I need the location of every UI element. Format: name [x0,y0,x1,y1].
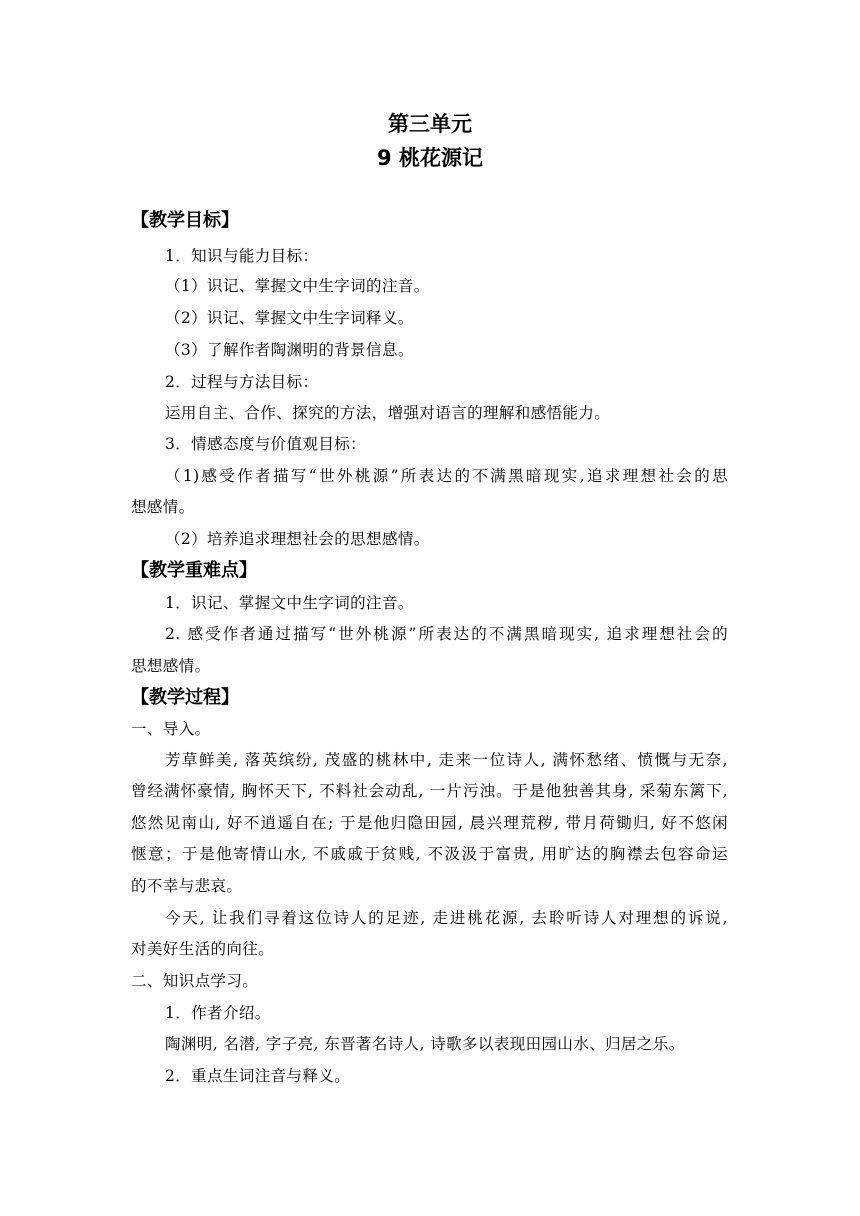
process-heading: 【教学过程】 [131,687,239,708]
lesson-title: 9 桃花源记 [377,146,483,170]
objectives-heading: 【教学目标】 [131,210,239,231]
objective-3-1-line1: （1)感受作者描写“世外桃源”所表达的不满黑暗现实,追求理想社会的思 [165,467,728,485]
intro-paragraph1-line1: 芳草鲜美, 落英缤纷, 茂盛的桃林中, 走来一位诗人, 满怀愁绪、愤慨与无奈, [165,751,728,769]
objective-1-3: （3）了解作者陶渊明的背景信息。 [165,341,414,359]
knowledge-1-title: 1．作者介绍。 [165,1004,271,1022]
key-point-2-line1: 2. 感受作者通过描写“世外桃源”所表达的不满黑暗现实, 追求理想社会的 [165,625,728,643]
key-point-1: 1．识记、掌握文中生字词的注音。 [165,594,414,612]
intro-paragraph2-line2: 对美好生活的向往。 [131,940,275,958]
unit-title: 第三单元 [388,112,472,136]
intro-paragraph1-line5: 的不幸与悲哀。 [131,877,243,895]
objective-1: 1．知识与能力目标： [165,247,319,265]
part1-title: 一、导入。 [131,720,211,738]
intro-paragraph1-line4: 惬意；于是他寄情山水, 不戚戚于贫贱, 不汲汲于富贵, 用旷达的胸襟去包容命运 [131,845,728,863]
knowledge-1-text: 陶渊明, 名潜, 字子亮, 东晋著名诗人, 诗歌多以表现田园山水、归居之乐。 [165,1035,685,1053]
objective-2-text: 运用自主、合作、探究的方法，增强对语言的理解和感悟能力。 [165,404,611,422]
objective-1-2: （2）识记、掌握文中生字词释义。 [165,309,414,327]
key-points-heading: 【教学重难点】 [131,560,257,581]
key-point-2-line2: 思想感情。 [131,657,211,675]
objective-1-1: （1）识记、掌握文中生字词的注音。 [165,277,430,295]
objective-3-1-line2: 想感情。 [131,498,195,516]
intro-paragraph1-line3: 悠然见南山, 好不逍遥自在; 于是他归隐田园, 晨兴理荒秽, 带月荷锄归, 好不悠闲 [131,814,728,832]
part2-title: 二、知识点学习。 [131,972,259,990]
intro-paragraph2-line1: 今天, 让我们寻着这位诗人的足迹, 走进桃花源, 去聆听诗人对理想的诉说, [165,909,728,927]
knowledge-2-title: 2．重点生词注音与释义。 [165,1067,351,1085]
objective-3-2: （2）培养追求理想社会的思想感情。 [165,530,430,548]
objective-2: 2．过程与方法目标： [165,373,319,391]
objective-3: 3．情感态度与价值观目标： [165,435,367,453]
intro-paragraph1-line2: 曾经满怀豪情, 胸怀天下, 不料社会动乱, 一片污浊。于是他独善其身, 采菊东篱下, [131,782,728,800]
